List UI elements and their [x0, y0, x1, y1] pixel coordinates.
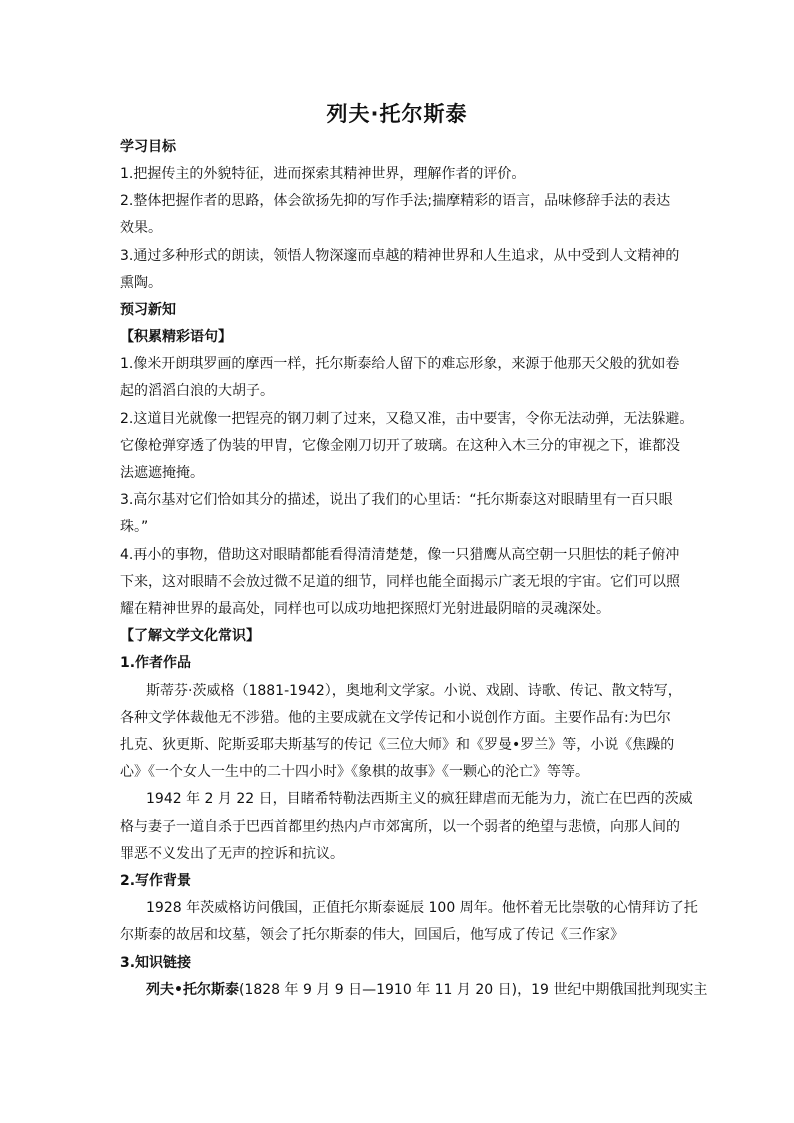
quote-line: 珠。”: [120, 519, 149, 535]
preview-heading: 预习新知: [120, 302, 176, 318]
goal-line-3: 效果。: [120, 220, 162, 236]
author-line: 心》《一个女人一生中的二十四小时》《象棋的故事》《一颗心的沦亡》等等。: [120, 764, 589, 780]
goal-line-5: 熏陶。: [120, 275, 162, 291]
background-heading: 2.写作背景: [120, 873, 192, 889]
quote-line: 它像枪弹穿透了伪装的甲胄，它像金刚刀切开了玻璃。在这种入木三分的审视之下，谁都没: [120, 438, 680, 454]
goal-line-2: 2.整体把握作者的思路，体会欲扬先抑的写作手法;揣摩精彩的语言，品味修辞手法的表达: [120, 193, 671, 209]
author-line: 格与妻子一道自杀于巴西首都里约热内卢市郊寓所，以一个弱者的绝望与悲愤，向那人间的: [120, 819, 680, 835]
quote-line: 耀在精神世界的最高处，同样也可以成功地把探照灯光射进最阴暗的灵魂深处。: [120, 601, 610, 617]
background-line: 尔斯泰的故居和坟墓，领会了托尔斯泰的伟大，回国后，他写成了传记《三作家》: [120, 927, 624, 943]
knowledge-link-heading: 3.知识链接: [120, 955, 192, 971]
quote-line: 法遮遮掩掩。: [120, 465, 204, 481]
goal-line-1: 1.把握传主的外貌特征，进而探索其精神世界，理解作者的评价。: [120, 166, 526, 182]
literary-knowledge-subheading: 【了解文学文化常识】: [120, 628, 260, 644]
quote-line: 1.像米开朗琪罗画的摩西一样，托尔斯泰给人留下的难忘形象，来源于他那天父般的犹如卷: [120, 356, 680, 372]
quote-line: 3.高尔基对它们恰如其分的描述，说出了我们的心里话：“托尔斯泰这对眼睛里有一百只眼: [120, 492, 673, 508]
quote-line: 下来，这对眼睛不会放过微不足道的细节，同样也能全面揭示广袤无垠的宇宙。它们可以照: [120, 574, 680, 590]
quote-line: 2.这道目光就像一把锃亮的钢刀刺了过来，又稳又准，击中要害，令你无法动弹，无法躲避。: [120, 411, 694, 427]
quotes-subheading: 【积累精彩语句】: [120, 329, 232, 345]
author-line: 斯蒂芬·茨威格（1881-1942），奥地利文学家。小说、戏剧、诗歌、传记、散文特写，: [146, 683, 682, 699]
author-line: 扎克、狄更斯、陀斯妥耶夫斯基写的传记《三位大师》和《罗曼•罗兰》等，小说《焦躁的: [120, 737, 675, 753]
tolstoy-dates: (1828 年 9 月 9 日—1910 年 11 月 20 日)，19 世纪中期俄国批判现实主: [238, 982, 708, 998]
background-line: 1928 年茨威格访问俄国，正值托尔斯泰诞辰 100 周年。他怀着无比崇敬的心情拜访了托: [146, 900, 698, 916]
goals-heading: 学习目标: [120, 139, 176, 155]
page-title: 列夫·托尔斯泰: [326, 102, 468, 126]
author-line: 1942 年 2 月 22 日，目睹希特勒法西斯主义的疯狂肆虐而无能为力，流亡在巴西的茨威: [146, 791, 693, 807]
goal-line-4: 3.通过多种形式的朗读，领悟人物深邃而卓越的精神世界和人生追求，从中受到人文精神的: [120, 248, 680, 264]
knowledge-line: [146, 981, 706, 999]
author-line: 各种文学体裁他无不涉猎。他的主要成就在文学传记和小说创作方面。主要作品有:为巴尔: [120, 710, 671, 726]
quote-line: 4.再小的事物，借助这对眼睛都能看得清清楚楚，像一只猎鹰从高空朝一只胆怯的耗子俯冲: [120, 547, 680, 563]
tolstoy-name: 列夫•托尔斯泰: [146, 982, 239, 998]
author-line: 罪恶不义发出了无声的控诉和抗议。: [120, 846, 344, 862]
author-works-heading: 1.作者作品: [120, 655, 192, 671]
quote-line: 起的滔滔白浪的大胡子。: [120, 383, 274, 399]
